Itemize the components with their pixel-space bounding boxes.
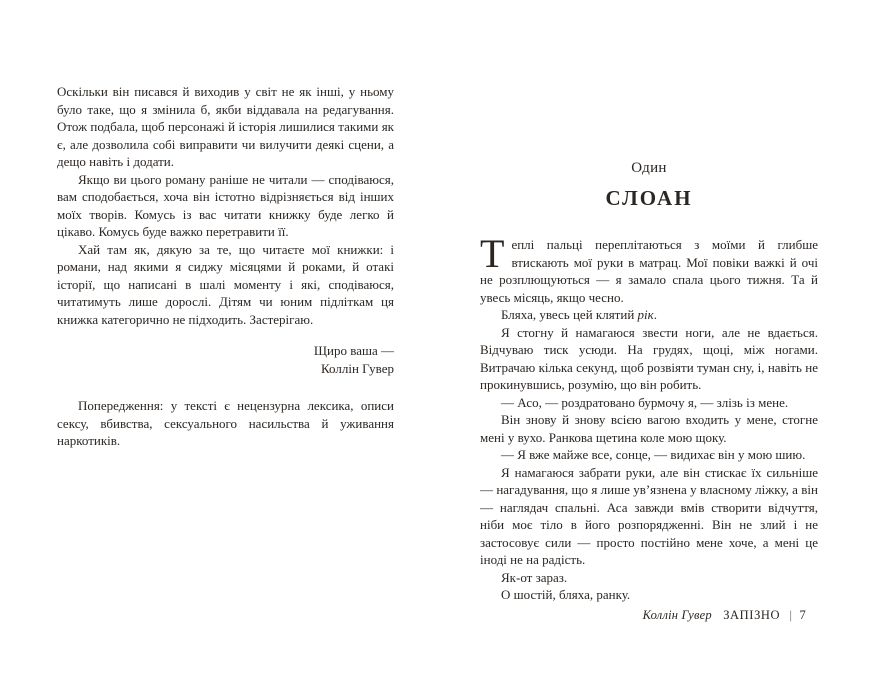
chapter-number: Один [631,160,667,176]
chapter-body [480,231,818,604]
chapter-title: СЛОАН [605,185,693,210]
text-segment: — Я вже майже все, сонце, — видихає він у мою шию. [501,447,806,462]
footer-book-title: ЗАПІЗНО [723,608,781,622]
paragraph [480,464,818,569]
running-footer [480,608,806,623]
signature-author: Коллін Гувер [321,360,394,376]
signature-line: Щиро ваша — [313,343,394,358]
text-segment: Я намагаюся забрати руки, але він стискає їх сильніше — нагадування, що я лише ув’язнена у власному ліжку, а він — наглядач спальні. Аса завжди вмів створити відчуття, ніби моє тіло в його розпорядженні. Він не злий і не застосовує сили — просто постійно мене хоче, а мені це іноді не на радість. [480,464,818,567]
text-segment: Оскільки він писався й виходив у світ не як інші, у ньому було таке, що я змінила б, якби віддавала на редагування. Отож подбала, щоб персонажі й історія лишилися такими як є, але дозволила собі виправити чи вилучити деякі сцени, а дещо навіть і додати. [57,84,394,169]
paragraph [480,411,818,446]
footer-page-number: 7 [799,608,806,622]
text-segment: Я стогну й намагаюся звести ноги, але не вдається. Відчуваю тиск усюди. На грудях, щоці, між ногами. Витрачаю кілька секунд, щоб розвіяти туман сну, і, навіть не прокинувшись, розумію, що він робить. [480,324,818,392]
text-segment: . [653,307,657,322]
paragraph [480,394,818,412]
text-segment: — Асо, — роздратовано бурмочу я, — злізь із мене. [501,394,789,410]
paragraph [57,171,394,241]
paragraph [57,241,394,329]
paragraph [480,446,818,464]
paragraph [480,324,818,394]
paragraph [480,231,818,306]
paragraph [480,306,818,324]
text-segment: Він знову й знову всією вагою входить у мене, стогне мені у вухо. Ранкова щетина коле мою щоку. [480,412,818,445]
right-page [480,160,818,604]
paragraph [480,569,818,587]
text-segment: Попередження: у тексті є нецензурна лексика, описи сексу, вбивства, сексуального насильства й уживання наркотиків. [57,398,394,448]
paragraph [57,83,394,171]
text-segment: Як-от зараз. [501,569,568,585]
italic-text: рік [637,307,654,322]
drop-cap: Т [480,231,505,276]
text-segment: Якщо ви цього роману раніше не читали — сподіваюся, вам сподобається, хоча він істотно відрізняється від інших моїх творів. Комусь із вас читати книжку буде легко й цікаво. Комусь буде важко перетравити її. [57,171,394,239]
content-warning [57,397,394,450]
footer-separator: | [789,608,793,622]
text-segment: Бляха, увесь цей клятий [501,307,638,322]
paragraph [480,586,818,604]
text-segment: еплі пальці переплітаються з моїми й глибше втискають мої руки в матрац. Мої повіки важкі й очі не розплющуються — я замало спала цього тижня. Та й увесь місяць, якщо чесно. [480,237,818,305]
paragraph [57,397,394,450]
text-segment: О шостій, бляха, ранку. [501,587,631,602]
left-page-text [57,83,394,328]
signature-block [57,342,394,377]
text-segment: Хай там як, дякую за те, що читаєте мої книжки: і романи, над якими я сиджу місяцями й роками, й отакі історії, що написані в шалі моменту і які, сподіваюся, читатимуть лише дорослі. Дітям чи юним підліткам ця книжка категорично не підходить. Застерігаю. [57,241,394,327]
left-page [57,83,394,450]
footer-author: Коллін Гувер [642,608,712,622]
